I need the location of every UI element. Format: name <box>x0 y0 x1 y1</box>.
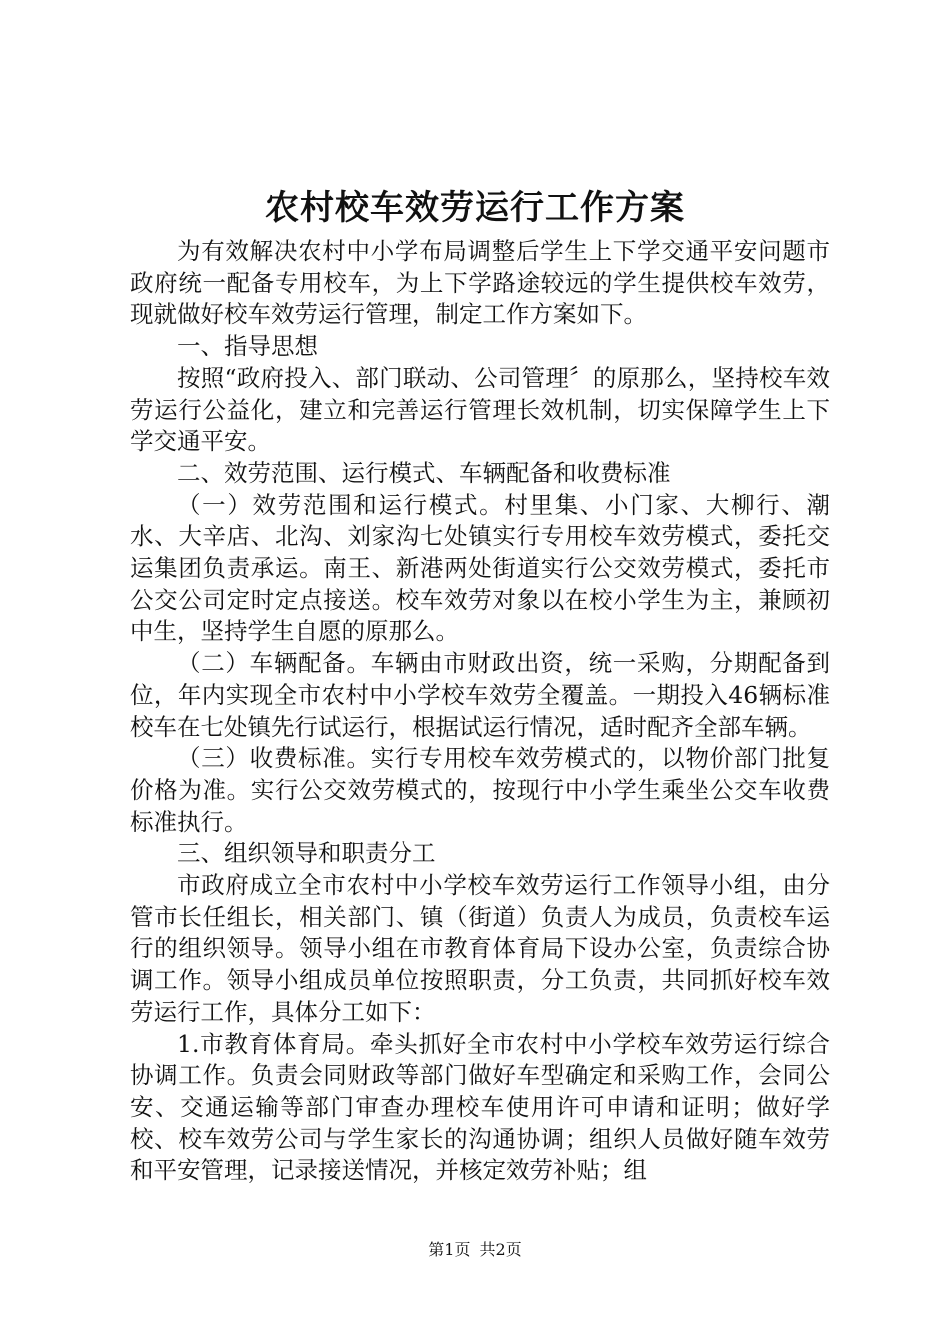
education-bureau-paragraph: 1.市教育体育局。牵头抓好全市农村中小学校车效劳运行综合协调工作。负责会同财政等部门做好车型确定和采购工作，会同公安、交通运输等部门审查办理校车使用许可申请和证明；做好学校、校车效劳公司与学生家长的沟通协调；组织人员做好随车效劳和平安管理，记录接送情况，并核定效劳补贴；组 <box>130 1029 830 1185</box>
intro-paragraph: 为有效解决农村中小学布局调整后学生上下学交通平安问题市政府统一配备专用校车，为上下学路途较远的学生提供校车效劳，现就做好校车效劳运行管理，制定工作方案如下。 <box>130 237 830 329</box>
document-title: 农村校车效劳运行工作方案 <box>265 188 685 228</box>
page-number: 第1页 <box>428 1240 471 1259</box>
guiding-ideology-paragraph: 按照“政府投入、部门联动、公司管理〞的原那么，坚持校车效劳运行公益化，建立和完善运行管理长效机制，切实保障学生上下学交通平安。 <box>130 363 830 456</box>
page-footer <box>0 1240 950 1260</box>
page-total: 共2页 <box>479 1240 522 1259</box>
section-heading-guiding-ideology: 一、指导思想 <box>177 332 318 361</box>
section-heading-service-scope: 二、效劳范围、运行模式、车辆配备和收费标准 <box>177 458 671 487</box>
vehicle-allocation-paragraph: （二）车辆配备。车辆由市财政出资，统一采购，分期配备到位，年内实现全市农村中小学校车效劳全覆盖。一期投入46辆标准校车在七处镇先行试运行，根据试运行情况，适时配齐全部车辆。 <box>130 649 830 741</box>
section-heading-organization: 三、组织领导和职责分工 <box>177 839 436 868</box>
fee-standard-paragraph: （三）收费标准。实行专用校车效劳模式的，以物价部门批复价格为准。实行公交效劳模式的，按现行中小学生乘坐公交车收费标准执行。 <box>130 744 830 836</box>
document-body <box>130 236 830 1187</box>
service-scope-paragraph: （一）效劳范围和运行模式。村里集、小门家、大柳行、潮水、大辛店、北沟、刘家沟七处镇实行专用校车效劳模式，委托交运集团负责承运。南王、新港两处街道实行公交效劳模式，委托市公交公司定时定点接送。校车效劳对象以在校小学生为主，兼顾初中生，坚持学生自愿的原那么。 <box>130 490 830 646</box>
organization-paragraph: 市政府成立全市农村中小学校车效劳运行工作领导小组，由分管市长任组长，相关部门、镇（街道）负责人为成员，负责校车运行的组织领导。领导小组在市教育体育局下设办公室，负责综合协调工作。领导小组成员单位按照职责，分工负责，共同抓好校车效劳运行工作，具体分工如下： <box>130 871 830 1026</box>
